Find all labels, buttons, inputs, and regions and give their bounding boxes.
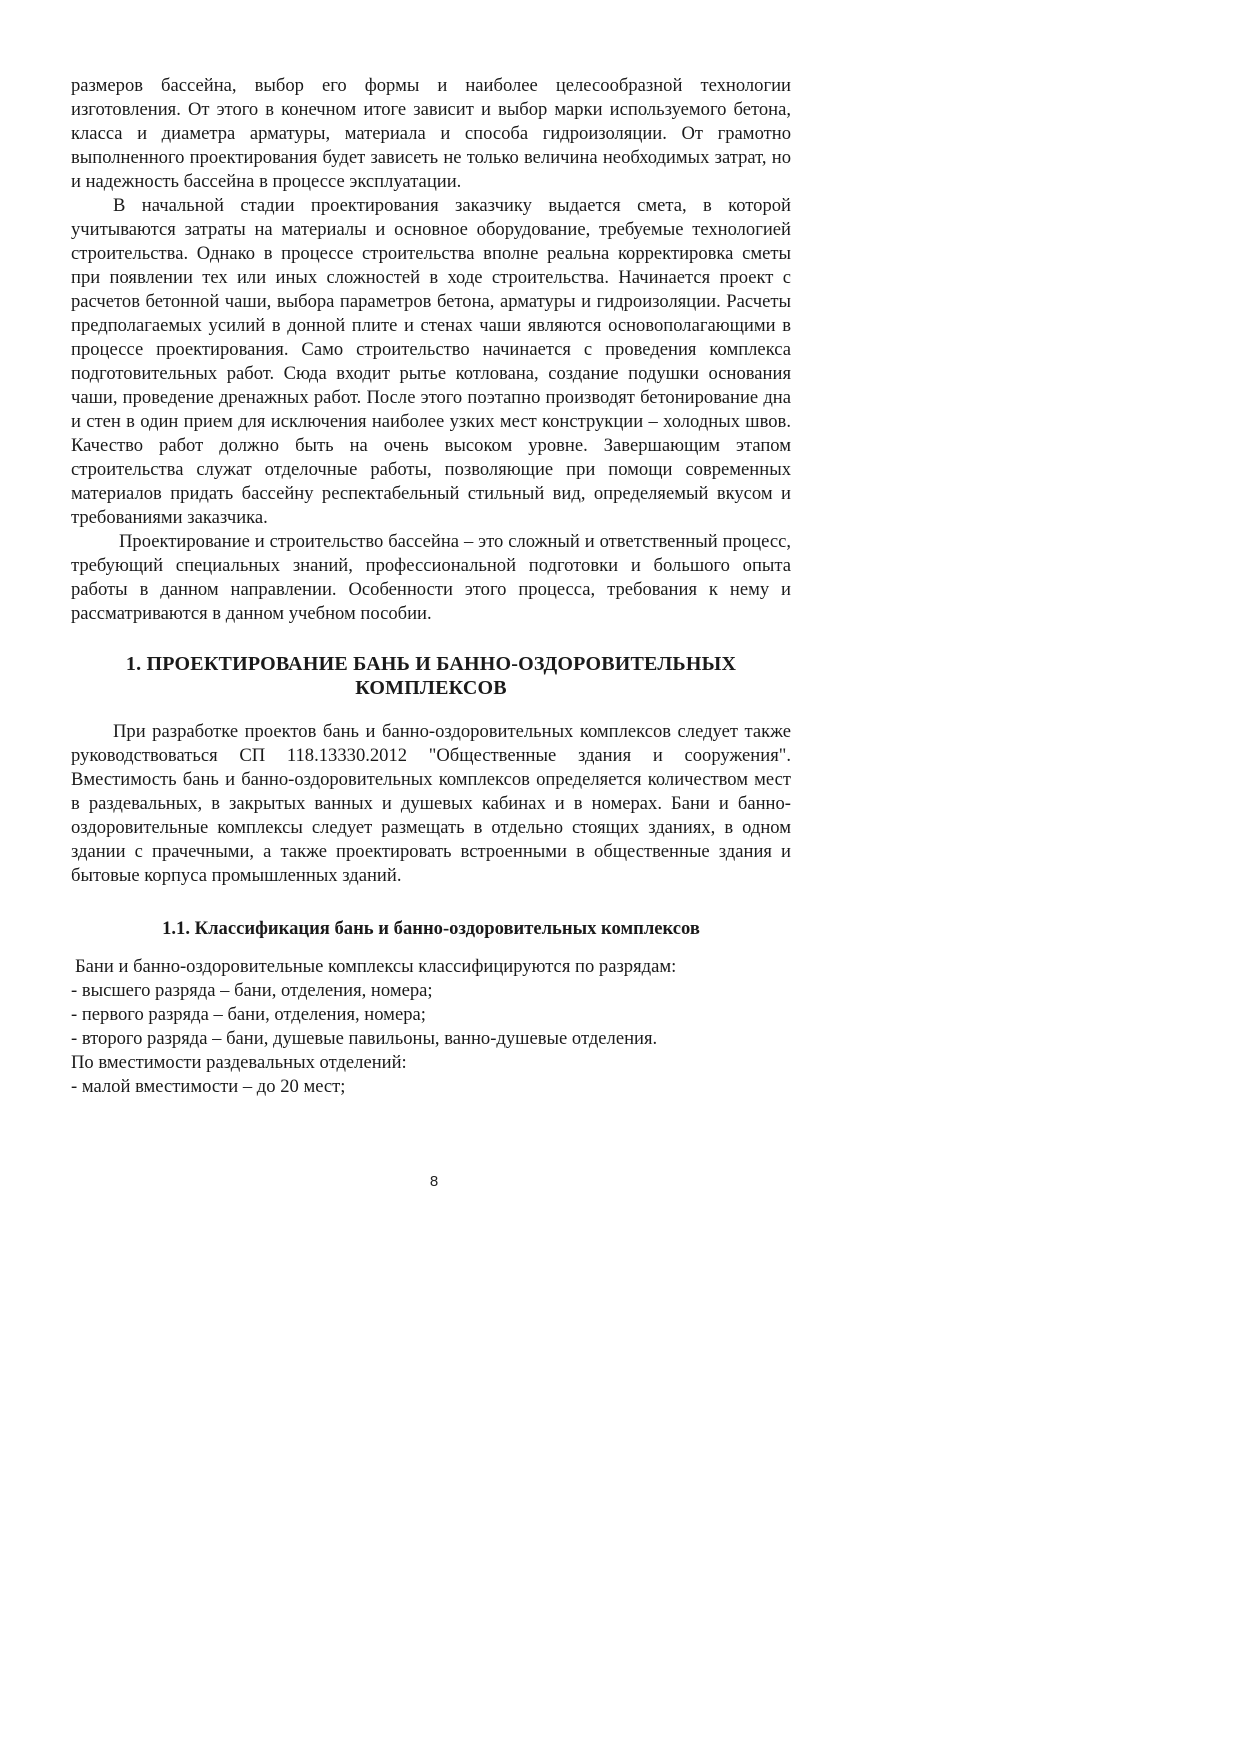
list-item-first-grade: - первого разряда – бани, отделения, номера;	[71, 1004, 426, 1025]
list-item-small-capacity: - малой вместимости – до 20 мест;	[71, 1076, 346, 1097]
subsection-heading: 1.1. Классификация бань и банно-оздоровительных комплексов	[162, 918, 700, 939]
page-number: 8	[429, 1173, 439, 1190]
intro-paragraph-estimate: В начальной стадии проектирования заказчику выдается смета, в которой учитываются затраты на материалы и основное оборудование, требуемые технологией строительства. Однако в процессе строительства вполне реальна корректировка сметы при появлении тех или иных сложностей в ходе строительства. Начинается проект с расчетов бетонной чаши, выбора параметров бетона, арматуры и гидроизоляции. Расчеты предполагаемых усилий в донной плите и стенах чаши являются основополагающими в процессе проектирования. Само строительство начинается с проведения комплекса подготовительных работ. Сюда входит рытье котлована, создание подушки основания чаши, проведение дренажных работ. После этого поэтапно производят бетонирование дна и стен в один прием для исключения наиболее узких мест конструкции – холодных швов. Качество работ должно быть на очень высоком уровне. Завершающим этапом строительства служат отделочные работы, позволяющие при помощи современных материалов придать бассейну респектабельный стильный вид, определяемый вкусом и требованиями заказчика.	[71, 195, 791, 528]
list-item-second-grade: - второго разряда – бани, душевые павильоны, ванно-душевые отделения.	[71, 1028, 658, 1049]
list-item-highest-grade: - высшего разряда – бани, отделения, номера;	[71, 980, 433, 1001]
section-heading-line-1: 1. ПРОЕКТИРОВАНИЕ БАНЬ И БАННО-ОЗДОРОВИТЕЛЬНЫХ	[125, 653, 737, 675]
section-heading-line-2: КОМПЛЕКСОВ	[355, 677, 507, 699]
capacity-intro-line: По вместимости раздевальных отделений:	[71, 1052, 407, 1073]
classification-intro-line: Бани и банно-оздоровительные комплексы классифицируются по разрядам:	[75, 956, 677, 977]
section-body-paragraph: При разработке проектов бань и банно-оздоровительных комплексов следует также руководствоваться СП 118.13330.2012 "Общественные здания и сооружения". Вместимость бань и банно-оздоровительных комплексов определяется количеством мест в раздевальных, в закрытых ванных и душевых кабинах и в номерах. Бани и банно-оздоровительные комплексы следует размещать в отдельно стоящих зданиях, в одном здании с прачечными, а также проектировать встроенными в общественные здания и бытовые корпуса промышленных зданий.	[71, 721, 791, 886]
classification-list	[71, 955, 791, 1099]
intro-paragraph-continued: размеров бассейна, выбор его формы и наиболее целесообразной технологии изготовления. От этого в конечном итоге зависит и выбор марки используемого бетона, класса и диаметра арматуры, материала и способа гидроизоляции. От грамотно выполненного проектирования будет зависеть не только величина необходимых затрат, но и надежность бассейна в процессе эксплуатации.	[71, 75, 791, 192]
intro-paragraph-summary: Проектирование и строительство бассейна – это сложный и ответственный процесс, требующий специальных знаний, профессиональной подготовки и большого опыта работы в данном направлении. Особенности этого процесса, требования к нему и рассматриваются в данном учебном пособии.	[71, 531, 791, 624]
page-text-block	[71, 74, 791, 1099]
section-heading	[71, 652, 791, 700]
